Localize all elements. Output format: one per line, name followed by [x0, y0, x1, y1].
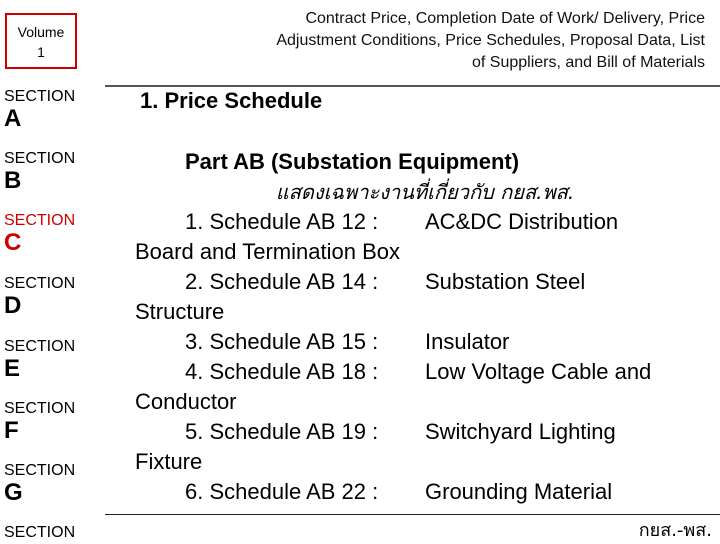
volume-label: Volume: [17, 24, 65, 40]
section-link-h[interactable]: [4, 524, 75, 542]
schedule-number: 5. Schedule AB 19 :: [185, 419, 379, 444]
section-label: SECTION: [4, 212, 76, 229]
schedule-item: [135, 357, 715, 387]
section-link-f[interactable]: [4, 400, 75, 444]
section-letter: F: [4, 417, 19, 444]
section-link-b[interactable]: [4, 150, 75, 194]
schedule-item: [135, 477, 715, 507]
volume-number: 1: [37, 44, 45, 60]
part-title: Part AB (Substation Equipment): [185, 149, 520, 174]
section-link-a[interactable]: [4, 88, 75, 132]
schedule-number: 4. Schedule AB 18 :: [185, 359, 379, 384]
section-letter: B: [4, 167, 22, 194]
header-line: Adjustment Conditions, Price Schedules, Proposal Data, List: [276, 32, 705, 49]
section-link-d[interactable]: [4, 275, 75, 319]
volume-badge[interactable]: [5, 13, 77, 69]
schedule-number: 1. Schedule AB 12 :: [185, 209, 379, 234]
schedule-item: [135, 417, 715, 447]
section-label: SECTION: [4, 524, 76, 541]
section-label: SECTION: [4, 338, 76, 355]
schedule-number: 6. Schedule AB 22 :: [185, 479, 379, 504]
schedule-item: [135, 267, 715, 297]
footer-divider: [105, 514, 720, 515]
page-header: [150, 8, 705, 74]
section-label: SECTION: [4, 88, 76, 105]
section-letter: D: [4, 292, 22, 319]
schedule-item: [135, 207, 715, 237]
footer-org: กยส.-พส.: [638, 520, 712, 541]
page-title: 1. Price Schedule: [140, 88, 323, 113]
schedule-desc-cont: Conductor: [135, 389, 237, 414]
thai-note: แสดงเฉพาะงานที่เกี่ยวกับ กยส.พส.: [275, 180, 575, 204]
section-link-g[interactable]: [4, 462, 75, 506]
section-letter: C: [4, 229, 22, 256]
sidebar: [0, 0, 100, 540]
section-letter: E: [4, 355, 21, 382]
schedule-list: [135, 147, 715, 507]
header-line: of Suppliers, and Bill of Materials: [472, 54, 705, 71]
section-letter: A: [4, 105, 22, 132]
schedule-item: [135, 327, 715, 357]
section-label: SECTION: [4, 400, 76, 417]
schedule-desc: Substation Steel: [425, 269, 586, 294]
schedule-number: 3. Schedule AB 15 :: [185, 329, 379, 354]
schedule-desc-cont: Structure: [135, 299, 225, 324]
schedule-desc: Low Voltage Cable and: [425, 359, 652, 384]
section-link-e[interactable]: [4, 338, 75, 382]
section-label: SECTION: [4, 275, 76, 292]
section-letter: G: [4, 479, 23, 506]
schedule-desc-cont: Board and Termination Box: [135, 239, 400, 264]
section-link-c[interactable]: [4, 212, 75, 256]
header-divider: [105, 85, 720, 87]
schedule-desc: Insulator: [425, 329, 510, 354]
schedule-desc-cont: Fixture: [135, 449, 203, 474]
header-line: Contract Price, Completion Date of Work/ Delivery, Price: [305, 10, 705, 27]
schedule-desc: Grounding Material: [425, 479, 613, 504]
schedule-desc: AC&DC Distribution: [425, 209, 619, 234]
section-label: SECTION: [4, 150, 76, 167]
section-label: SECTION: [4, 462, 76, 479]
schedule-number: 2. Schedule AB 14 :: [185, 269, 379, 294]
schedule-desc: Switchyard Lighting: [425, 419, 616, 444]
